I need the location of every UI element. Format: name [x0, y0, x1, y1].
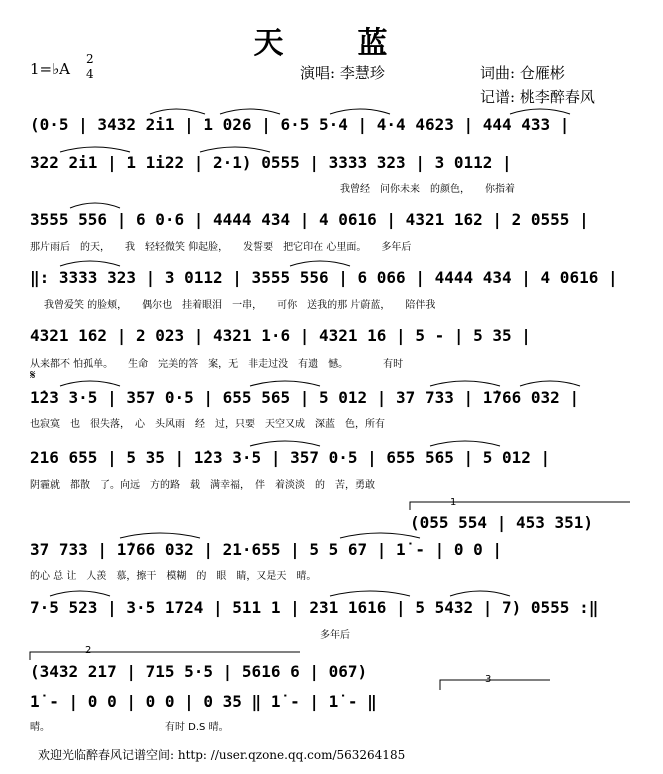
volta-bracket-3 [440, 680, 550, 690]
notation-row: 1̇ - | 0 0 | 0 0 | 0 35 ‖ 1̇ - | 1̇ - ‖ [30, 692, 377, 711]
notation-row: 322 2i1 | 1 1i22 | 2·1) 0555 | 3333 323 | 3 0112 | [30, 153, 512, 172]
slur [510, 109, 570, 114]
notation-row: 7·5 523 | 3·5 1724 | 511 1 | 231 1616 | 5 5432 | 7) 0555 :‖ [30, 598, 599, 617]
slur [60, 381, 120, 386]
volta-bracket-1 [410, 502, 630, 510]
lyric-row: 也寂寞 也 很失落， 心 头风雨 经 过，只要 天空又成 深蓝 色，所有 [30, 419, 385, 430]
slur [120, 533, 200, 538]
composer-credit: 词曲: 仓雁彬 [480, 64, 565, 82]
notation-row: 3555 556 | 6 0·6 | 4444 434 | 4 0616 | 4321 162 | 2 0555 | [30, 210, 589, 229]
lyric-row: 从来都不 怕孤单。 生命 完美的答 案，无 非走过没 有遗 憾。 有时 [30, 359, 404, 370]
lyric-row: 晴。 有时 D.S 晴。 [30, 722, 229, 733]
notation-row: (0·5 | 3432 2i1 | 1 026 | 6·5 5·4 | 4·4 4623 | 444 433 | [30, 115, 570, 134]
volta-third-label: 3 [485, 674, 492, 685]
volta-second-label: 2 [85, 645, 92, 656]
slur [250, 441, 320, 446]
slur [150, 109, 205, 114]
interlude-row: (055 554 | 453 351) [410, 513, 594, 532]
slur [520, 381, 580, 386]
slur [50, 591, 110, 596]
interlude-row: (3432 217 | 715 5·5 | 5616 6 | 067) [30, 662, 368, 681]
page-title: 天 蓝 [253, 26, 410, 61]
slur [60, 147, 130, 152]
slur [220, 109, 280, 114]
notation-row: 37 733 | 1̇766 032 | 21·655 | 5 5 67 | 1̇ - | 0 0 | [30, 540, 503, 559]
slur [70, 203, 120, 208]
slur [290, 261, 350, 266]
slur [450, 591, 510, 596]
lyric-row: 那片雨后 的天， 我 轻轻微笑 仰起脸， 发誓要 把它印在 心里面。 多年后 [30, 242, 412, 253]
lyric-row: 我曾爱笑 的脸颊， 偶尔也 挂着眼泪 一串， 可你 送我的那 片蔚蓝， 陪伴我 [44, 300, 436, 311]
slur [60, 261, 120, 266]
notation-row: 4321 162 | 2 023 | 4321 1·6 | 4321 16 | 5 - | 5 35 | [30, 326, 531, 345]
slur [430, 381, 500, 386]
notation-row: ‖: 3333 323 | 3 0112 | 3555 556 | 6 066 | 4444 434 | 4 0616 | [30, 268, 618, 287]
volta-bracket-2 [30, 652, 300, 660]
slur [430, 441, 500, 446]
lyric-row: 的心 总 让 人羡 慕，擦干 模糊 的 眼 睛，又是天 晴。 [30, 571, 317, 582]
time-signature-bottom: 4 [86, 67, 94, 81]
slur [330, 109, 390, 114]
slur [250, 381, 320, 386]
notation-row: 216 655 | 5 35 | 1̇23 3·5 | 357 0·5 | 655 565 | 5 012 | [30, 448, 551, 467]
notation-row: 1̇23 3·5 | 357 0·5 | 655 565 | 5 012 | 37 733 | 1̇766 032 | [30, 388, 580, 407]
segno-icon: 𝄋 [30, 368, 36, 383]
time-signature-top: 2 [86, 52, 94, 66]
slur [330, 591, 410, 596]
slur [340, 533, 420, 538]
footer-credit: 欢迎光临醉春风记谱空间: http: //user.qzone.qq.com/563264185 [38, 748, 406, 762]
lyric-row: 我曾经 问你未来 的颜色， 你指着 [340, 184, 515, 195]
volta-first-label: 1 [450, 497, 457, 508]
lyric-row: 阴霾就 都散 了。向远 方的路 载 满幸福， 伴 着淡淡 的 苦，勇敢 [30, 480, 375, 491]
key-signature: 1=♭A [30, 60, 71, 78]
singer-credit: 演唱: 李慧珍 [300, 64, 385, 82]
transcriber-credit: 记谱: 桃李醉春风 [480, 88, 595, 106]
lyric-row: 多年后 [30, 630, 350, 641]
slur [200, 147, 270, 152]
